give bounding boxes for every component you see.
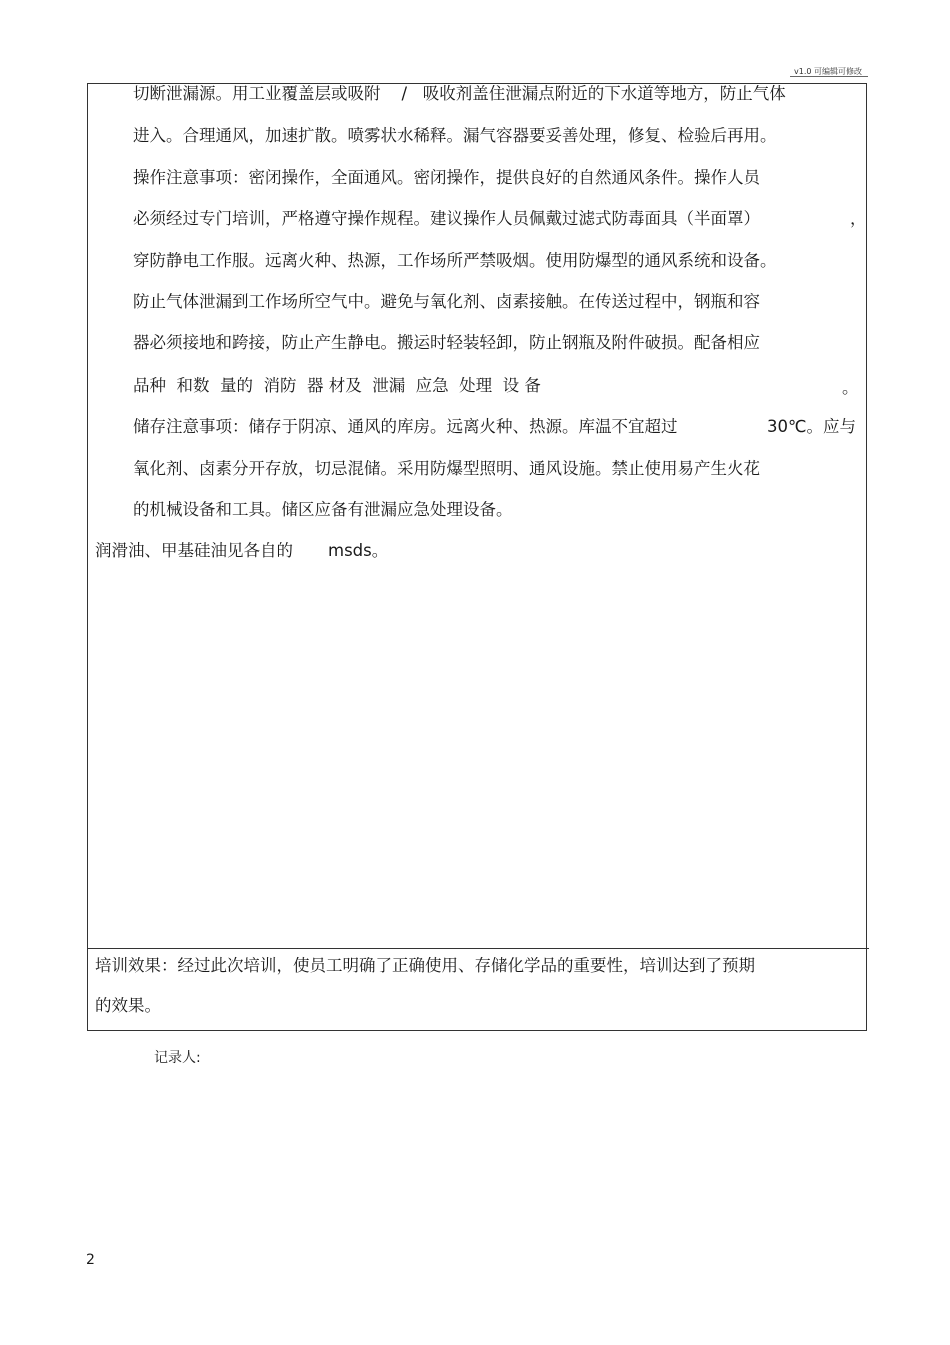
trailing-period: 。 (842, 378, 859, 397)
recorder-label: 记录人: (154, 1050, 201, 1066)
body-line-8: 品种 和数 量的 消防 器 材及 泄漏 应急 处理 设 备 (133, 376, 541, 395)
body-line-3: 操作注意事项：密闭操作，全面通风。密闭操作，提供良好的自然通风条件。操作人员 (133, 168, 760, 187)
body-line-11: 的机械设备和工具。储区应备有泄漏应急处理设备。 (133, 500, 513, 519)
training-effect-line-1: 培训效果：经过此次培训，使员工明确了正确使用、存储化学品的重要性，培训达到了预期 (95, 956, 755, 975)
version-rule (790, 76, 868, 77)
body-line-10: 氧化剂、卤素分开存放，切忌混储。采用防爆型照明、通风设施。禁止使用易产生火花 (133, 459, 760, 478)
body-line-7: 器必须接地和跨接，防止产生静电。搬运时轻装轻卸，防止钢瓶及附件破损。配备相应 (133, 333, 760, 352)
trailing-comma: ， (850, 209, 867, 228)
version-note: v1.0 可编辑可修改 (794, 67, 862, 76)
body-line-2: 进入。合理通风，加速扩散。喷雾状水稀释。漏气容器要妥善处理，修复、检验后再用。 (133, 126, 777, 145)
body-line-5: 穿防静电工作服。远离火种、热源，工作场所严禁吸烟。使用防爆型的通风系统和设备。 (133, 251, 777, 270)
table-row-divider (87, 948, 869, 949)
lubricant-line-prefix: 润滑油、甲基硅油见各自的 (95, 541, 293, 560)
lubricant-line-suffix: msds。 (328, 541, 389, 560)
body-line-6: 防止气体泄漏到工作场所空气中。避免与氧化剂、卤素接触。在传送过程中，钢瓶和容 (133, 292, 760, 311)
body-line-4: 必须经过专门培训，严格遵守操作规程。建议操作人员佩戴过滤式防毒面具（半面罩） (133, 209, 760, 228)
page-number: 2 (86, 1252, 95, 1268)
temperature-suffix: 30℃。应与 (767, 417, 857, 436)
training-effect-line-2: 的效果。 (95, 996, 161, 1015)
body-line-1: 切断泄漏源。用工业覆盖层或吸附 / 吸收剂盖住泄漏点附近的下水道等地方，防止气体 (133, 84, 786, 103)
body-line-9: 储存注意事项：储存于阴凉、通风的库房。远离火种、热源。库温不宜超过 (133, 417, 678, 436)
